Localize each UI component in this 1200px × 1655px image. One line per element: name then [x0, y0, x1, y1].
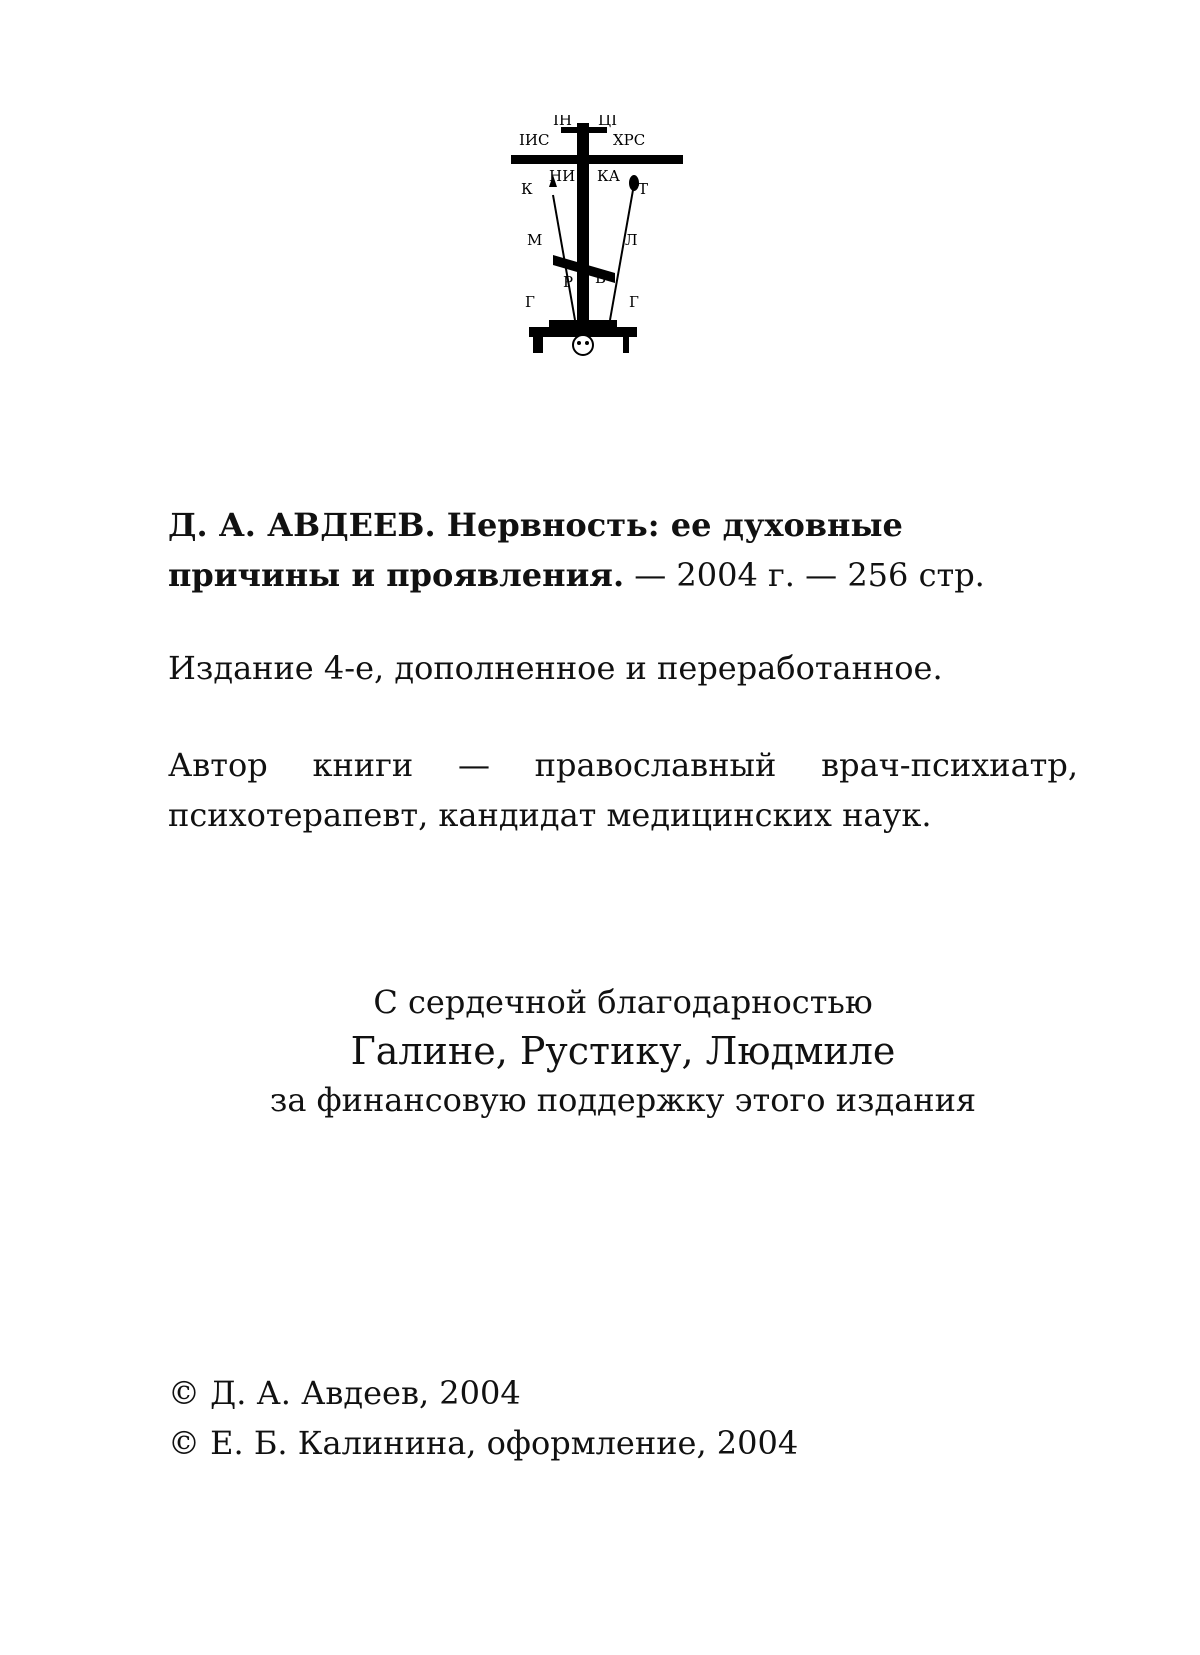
- inscription-g-left: Г: [525, 293, 535, 311]
- inscription-m: М: [527, 231, 543, 249]
- inscription-ka: КА: [597, 167, 620, 185]
- inscription-top-right: ЦІ: [598, 115, 618, 129]
- inscription-l: Л: [625, 231, 638, 249]
- inscription-g-right: Г: [629, 293, 639, 311]
- inscription-b: Б: [595, 269, 607, 287]
- copyright-author: © Д. А. Авдеев, 2004: [168, 1374, 521, 1412]
- inscription-ic: ІИС: [519, 131, 550, 149]
- orthodox-cross-icon: [505, 115, 695, 365]
- inscription-xc: ХРС: [613, 131, 646, 149]
- copyright-design: © Е. Б. Калинина, оформление, 2004: [168, 1424, 799, 1462]
- book-title-details: — 2004 г. — 256 стр.: [624, 556, 985, 594]
- inscription-r: Р: [563, 273, 574, 291]
- inscription-top-left: ІН: [553, 115, 573, 129]
- inscription-k: К: [521, 180, 533, 198]
- inscription-base-left: Г: [557, 323, 567, 341]
- inscription-base-right: А: [599, 323, 611, 341]
- book-title-bold: Д. А. АВДЕЕВ. Нервность: ее духовные причины и проявления.: [168, 506, 903, 594]
- dedication-line-2: Галине, Рустику, Людмиле: [350, 1029, 896, 1073]
- inscription-t: Т: [638, 180, 649, 198]
- inscription-ni: НИ: [549, 167, 576, 185]
- copyright-block: [168, 1368, 798, 1468]
- edition-note: Издание 4-е, дополненное и переработанное.: [168, 649, 943, 687]
- book-title: [168, 500, 1078, 600]
- dedication: [168, 980, 1078, 1122]
- dedication-line-1: С сердечной благодарностью: [373, 983, 873, 1021]
- dedication-line-3: за финансовую поддержку этого издания: [269, 1081, 977, 1119]
- author-note: Автор книги — православный врач-психиатр, психотерапевт, кандидат медицинских наук.: [168, 746, 1078, 834]
